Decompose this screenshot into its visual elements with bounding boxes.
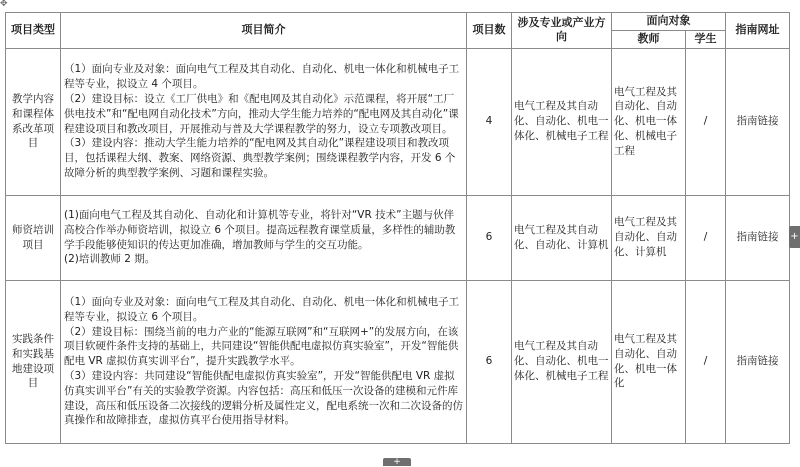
audience-teacher: 电气工程及其自动化、自动化、机电一体化 [612,280,686,443]
header-intro: 项目简介 [61,13,467,49]
audience-student: / [686,48,726,195]
add-column-icon[interactable]: + [789,226,800,248]
intro-paragraph: (1)面向电气工程及其自动化、自动化和计算机等专业，将针对“VR 技术”主题与伙伴高校合作举办师资培训，拟设立 6 个项目。提高远程教育课堂质量，多样性的辅助教学手段能够使知识的传达更加准确，增加教师与学生的交互功能。 [64,209,456,251]
audience-student: / [686,195,726,280]
header-audience: 面向对象 [612,13,726,31]
project-table [5,12,790,444]
intro-paragraph: （2）建设目标：围绕当前的电力产业的“能源互联网”和“互联网+”的发展方向，在该项目软硬件条件支持的基础上，共同建设“智能供配电虚拟仿真实验室”，开发“智能供配电 VR 虚拟仿真实训平台”，提升实践教学水平。 [64,325,459,368]
header-teacher: 教师 [612,30,686,48]
audience-teacher: 电气工程及其自动化、自动化、计算机 [612,195,686,280]
project-type: 教学内容和课程体系改革项目 [6,48,61,195]
intro-paragraph: （2）建设目标：设立《工厂供电》和《配电网及其自动化》示范课程，将开展“工厂供电技术”和“配电网自动化技术”方向，推动大学生能力培养的“配电网及其自动化”课程建设项目和教改项目，开展推动与普及大学课程教学的努力，设立专项教改项目。 [64,93,459,135]
project-majors: 电气工程及其自动化、自动化、机电一体化、机械电子工程 [512,48,612,195]
header-student: 学生 [686,30,726,48]
table-row [6,280,790,443]
audience-teacher: 电气工程及其自动化、自动化、机电一体化、机械电子工程 [612,48,686,195]
intro-paragraph: （3）建设内容：推动大学生能力培养的“配电网及其自动化”课程建设项目和教改项目，包括课程大纲、教案、网络资源、典型教学案例；围绕课程教学内容，开发 6 个故障分析的典型教学案例、习题和课程实验。 [64,137,456,179]
project-intro [61,280,467,443]
table-row [6,48,790,195]
intro-paragraph: (2)培训教师 2 期。 [64,253,156,266]
table-row [6,195,790,280]
project-table-container [5,12,790,444]
header-majors: 涉及专业或产业方向 [512,13,612,49]
project-count: 4 [467,48,512,195]
header-guide: 指南网址 [726,13,790,49]
guide-link[interactable]: 指南链接 [726,48,790,195]
add-row-icon[interactable]: + [383,458,411,466]
project-count: 6 [467,280,512,443]
intro-paragraph: （1）面向专业及对象：面向电气工程及其自动化、自动化、机电一体化和机械电子工程等专业，拟设立 4 个项目。 [64,63,460,91]
project-majors: 电气工程及其自动化、自动化、计算机 [512,195,612,280]
project-majors: 电气工程及其自动化、自动化、机电一体化、机械电子工程 [512,280,612,443]
audience-student: / [686,280,726,443]
header-count: 项目数 [467,13,512,49]
intro-paragraph: （3）建设内容：共同建设“智能供配电虚拟仿真实验室”，开发“智能供配电 VR 虚拟仿真实训平台”有关的实验教学资源。内容包括：高压和低压一次设备的建模和元件库建设，高压和低压设备二次接线的逻辑分析及属性定义，配电系统一次和二次设备的仿真操作和故障排查，虚拟仿真平台使用指导材料。 [64,369,463,427]
project-type: 实践条件和实践基地建设项目 [6,280,61,443]
guide-link[interactable]: 指南链接 [726,280,790,443]
project-type: 师资培训项目 [6,195,61,280]
project-intro [61,48,467,195]
project-count: 6 [467,195,512,280]
intro-paragraph: （1）面向专业及对象：面向电气工程及其自动化、自动化、机电一体化和机械电子工程等专业，拟设立 6 个项目。 [64,296,460,323]
move-anchor-icon[interactable]: ✥ [0,0,8,9]
header-type: 项目类型 [6,13,61,49]
guide-link[interactable]: 指南链接 [726,195,790,280]
project-intro [61,195,467,280]
